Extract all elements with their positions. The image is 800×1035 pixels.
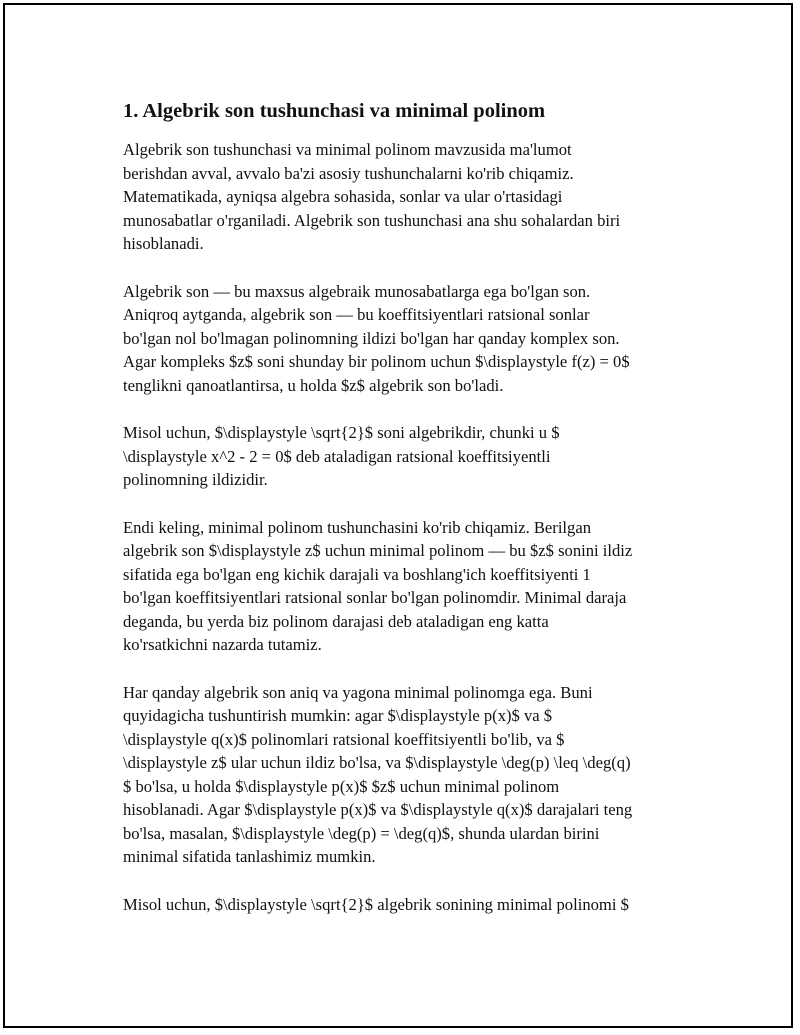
paragraph — [123, 893, 695, 917]
text-line: Matematikada, ayniqsa algebra sohasida, sonlar va ular o'rtasidagi — [123, 187, 563, 206]
paragraph — [123, 280, 695, 398]
text-line: Misol uchun, $\displaystyle \sqrt{2}$ soni algebrikdir, chunki u $ — [123, 423, 560, 442]
paragraph — [123, 681, 695, 869]
text-line: Aniqroq aytganda, algebrik son — bu koeffitsiyentlari ratsional sonlar — [123, 305, 590, 324]
paragraphs-container — [123, 138, 695, 916]
text-line: Algebrik son — bu maxsus algebraik munosabatlarga ega bo'lgan son. — [123, 281, 591, 301]
text-line: hisoblanadi. Agar $\displaystyle p(x)$ va $\displaystyle q(x)$ darajalari teng — [123, 800, 633, 819]
text-line: deganda, bu yerda biz polinom darajasi deb ataladigan eng katta — [123, 611, 549, 631]
text-line: bo'lsa, masalan, $\displaystyle \deg(p) = \deg(q)$, shunda ulardan birini — [123, 823, 600, 843]
text-line: Misol uchun, $\displaystyle \sqrt{2}$ algebrik sonining minimal polinomi $ — [123, 894, 629, 914]
text-line: \displaystyle z$ ular uchun ildiz bo'lsa, va $\displaystyle \deg(p) \leq \deg(q) — [123, 753, 631, 772]
text-line: bo'lgan nol bo'lmagan polinomning ildizi bo'lgan har qanday komplex son. — [123, 328, 620, 348]
text-line: \displaystyle q(x)$ polinomlari ratsional koeffitsiyentli bo'lib, va $ — [123, 729, 565, 749]
text-line: Endi keling, minimal polinom tushunchasini ko'rib chiqamiz. Berilgan — [123, 517, 592, 537]
text-line: sifatida ega bo'lgan eng kichik darajali va boshlang'ich koeffitsiyenti 1 — [123, 564, 591, 584]
text-line: Algebrik son tushunchasi va minimal polinom mavzusida ma'lumot — [123, 140, 572, 159]
text-line: polinomning ildizidir. — [123, 470, 268, 489]
text-line: berishdan avval, avvalo ba'zi asosiy tushunchalarni ko'rib chiqamiz. — [123, 163, 574, 183]
text-line: minimal sifatida tanlashimiz mumkin. — [123, 847, 376, 866]
text-line: $ bo'lsa, u holda $\displaystyle p(x)$ $z$ uchun minimal polinom — [123, 776, 560, 796]
text-line: \displaystyle x^2 - 2 = 0$ deb ataladigan ratsional koeffitsiyentli — [123, 446, 551, 466]
text-line: tenglikni qanoatlantirsa, u holda $z$ algebrik son bo'ladi. — [123, 375, 504, 395]
text-line: bo'lgan koeffitsiyentlari ratsional sonlar bo'lgan polinomdir. Minimal daraja — [123, 588, 627, 607]
text-line: ko'rsatkichni nazarda tutamiz. — [123, 635, 322, 654]
paragraph — [123, 421, 695, 492]
paragraph — [123, 516, 695, 657]
document-body — [123, 98, 695, 940]
section-heading: 1. Algebrik son tushunchasi va minimal polinom — [123, 100, 546, 122]
text-line: quyidagicha tushuntirish mumkin: agar $\displaystyle p(x)$ va $ — [123, 706, 553, 725]
text-line: munosabatlar o'rganiladi. Algebrik son tushunchasi ana shu sohalardan biri — [123, 210, 621, 230]
text-line: Agar kompleks $z$ soni shunday bir polinom uchun $\displaystyle f(z) = 0$ — [123, 352, 630, 371]
text-line: hisoblanadi. — [123, 234, 204, 253]
page-frame — [3, 3, 793, 1028]
text-line: algebrik son $\displaystyle z$ uchun minimal polinom — bu $z$ sonini ildiz — [123, 541, 633, 560]
paragraph — [123, 138, 695, 256]
text-line: Har qanday algebrik son aniq va yagona minimal polinomga ega. Buni — [123, 682, 593, 702]
